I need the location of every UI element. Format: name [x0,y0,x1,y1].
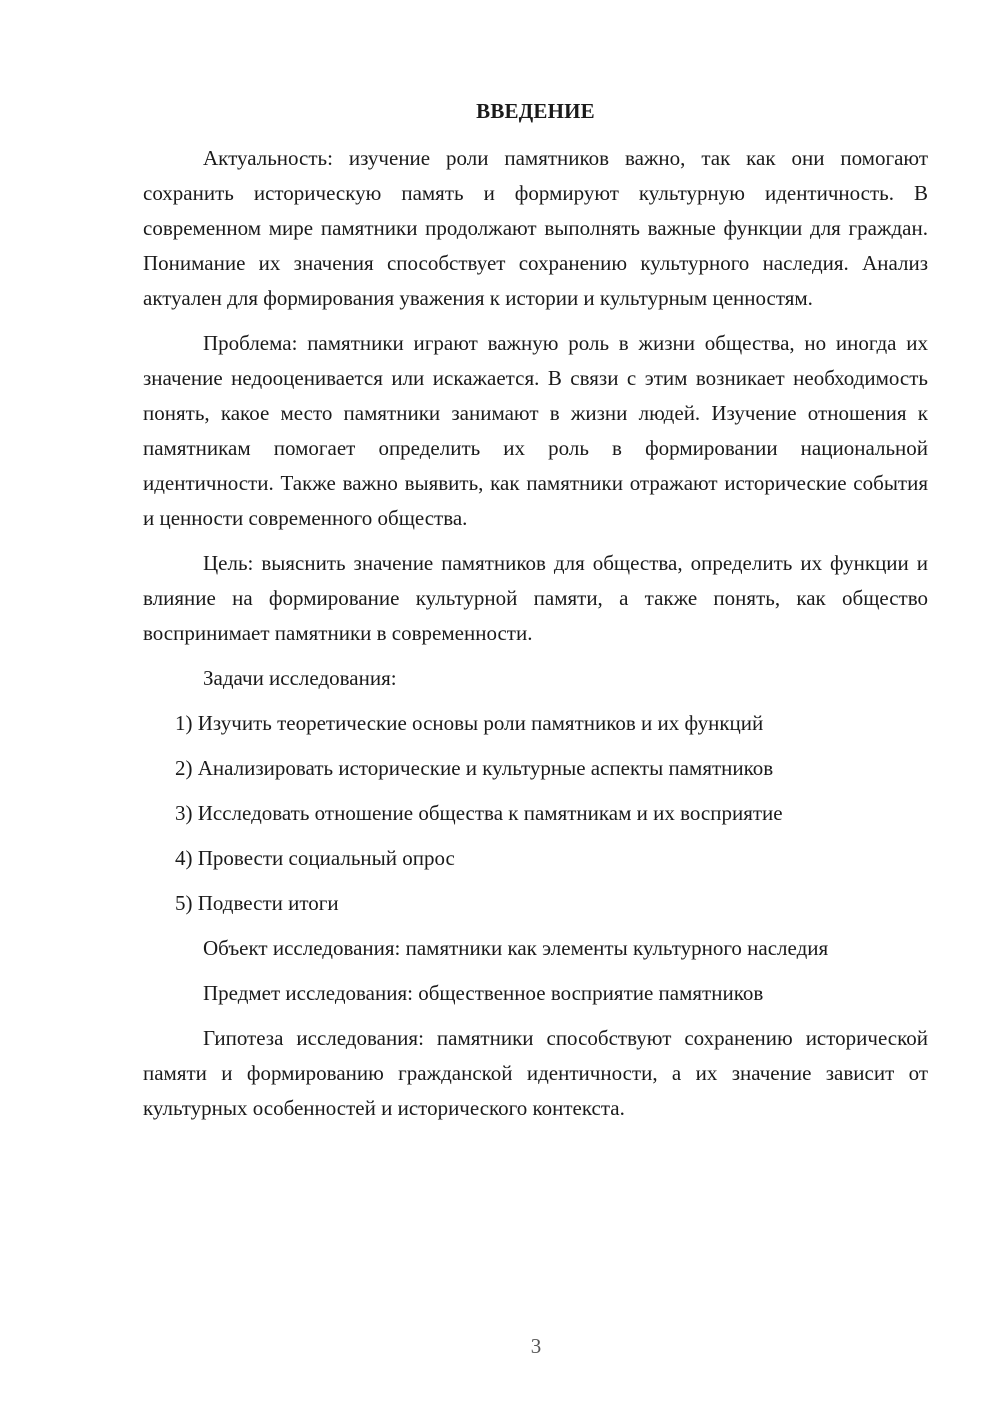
tasks-heading: Задачи исследования: [203,666,397,690]
subject-paragraph: Предмет исследования: общественное восприятие памятников [203,981,764,1005]
problem-paragraph: Проблема: памятники играют важную роль в жизни общества, но иногда их значение недооценивается или искажается. В связи с этим возникает необходимость понять, какое место памятники занимают в жизни людей. Изучение отношения к памятникам помогает определить их роль в формировании национальной идентичности. Также важно выявить, как памятники отражают исторические события и ценности современного общества. [143,331,928,530]
list-item: 1) Изучить теоретические основы роли памятников и их функций [175,711,764,735]
list-item: 2) Анализировать исторические и культурные аспекты памятников [175,756,774,780]
relevance-paragraph: Актуальность: изучение роли памятников важно, так как они помогают сохранить историческую память и формируют культурную идентичность. В современном мире памятники продолжают выполнять важные функции для граждан. Понимание их значения способствует сохранению культурного наследия. Анализ актуален для формирования уважения к истории и культурным ценностям. [143,146,928,310]
goal-paragraph: Цель: выяснить значение памятников для общества, определить их функции и влияние на формирование культурной памяти, а также понять, как общество воспринимает памятники в современности. [143,551,928,645]
page-number: 3 [530,1334,542,1358]
list-item: 5) Подвести итоги [175,891,339,915]
list-item: 3) Исследовать отношение общества к памятникам и их восприятие [175,801,783,825]
section-title: ВВЕДЕНИЕ [476,99,595,123]
hypothesis-paragraph: Гипотеза исследования: памятники способствуют сохранению исторической памяти и формированию гражданской идентичности, а их значение зависит от культурных особенностей и исторического контекста. [143,1026,928,1120]
tasks-list [143,706,928,921]
list-item: 4) Провести социальный опрос [175,846,455,870]
object-paragraph: Объект исследования: памятники как элементы культурного наследия [203,936,829,960]
document-body [143,94,928,1136]
